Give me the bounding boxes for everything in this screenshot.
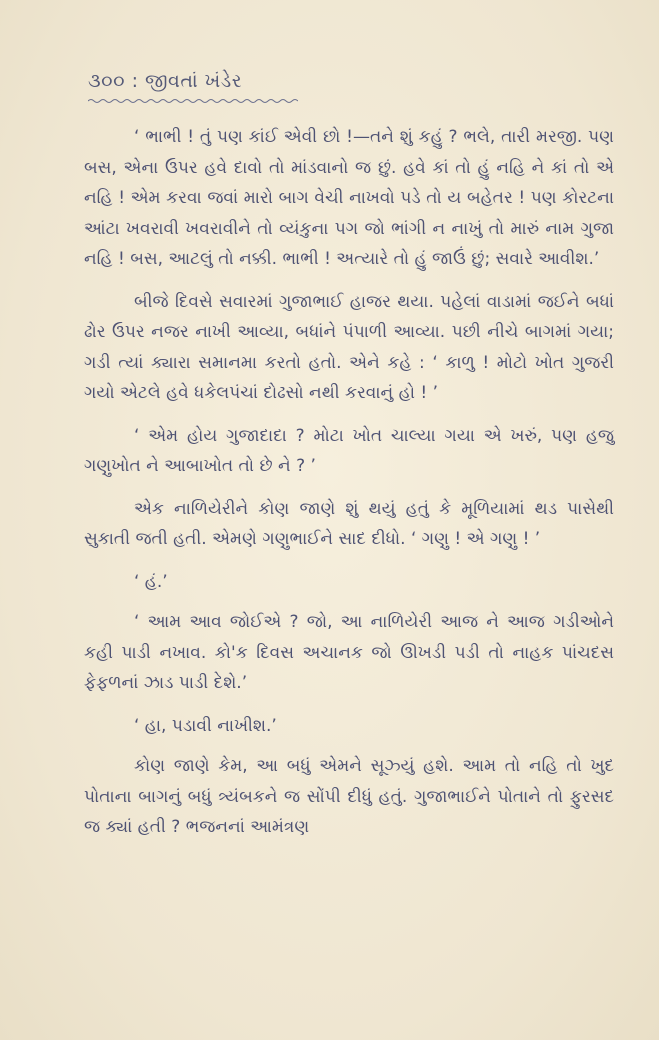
paragraph: ‘ હં.’ xyxy=(134,571,168,592)
paragraph: એક નાળિયેરીને કોણ જાણે શું થયું હતું કે મૂળિયામાં થડ પાસેથી સુકાતી જતી હતી. એમણે ગણુભાઈને સાદ દીધો. ‘ ગણુ ! એ ગણુ ! ’ xyxy=(84,498,614,549)
paragraph: ‘ આમ આવ જોઈએ ? જો, આ નાળિયેરી આજ ને આજ ગડીઓને કહી પાડી નખાવ. કો'ક દિવસ અચાનક જો ઊખડી પડી તો નાહક પાંચદસ ફેફળનાં ઝાડ પાડી દેશે.’ xyxy=(84,612,614,693)
page-body xyxy=(84,122,614,855)
paragraph: ‘ હા, પડાવી નાખીશ.’ xyxy=(134,715,277,736)
paragraph: બીજે દિવસે સવારમાં ગુજાભાઈ હાજર થયા. પહેલાં વાડામાં જઈને બધાં ઢોર ઉપર નજર નાખી આવ્યા, બધાંને પંપાળી આવ્યા. પછી નીચે બાગમાં ગયા; ગડી ત્યાં ક્યારા સમાનમા કરતો હતો. એને કહે : ‘ કાળુ ! મોટો ખોત ગુજરી ગયો એટલે હવે ધકેલપંચાં દોઢસો નથી કરવાનું હો ! ’ xyxy=(84,291,614,403)
header-wavy-rule xyxy=(88,98,298,104)
paragraph: કોણ જાણે કેમ, આ બધું એમને સૂઝ્યું હશે. આમ તો નહિ તો ખુદ પોતાના બાગનું બધું ત્ર્યંબકને જ સોંપી દીધું હતું. ગુજાભાઈને પોતાને તો ફુરસદ જ ક્યાં હતી ? ભજનનાં આમંત્રણ xyxy=(84,756,614,837)
paragraph: ‘ એમ હોય ગુજાદાદા ? મોટા ખોત ચાલ્યા ગયા એ ખરું, પણ હજુ ગણુખોત ને આબાખોત તો છે ને ? ’ xyxy=(84,425,614,476)
page-header: ૩૦૦ : જીવતાં ખંડેર xyxy=(88,70,243,92)
paragraph: ‘ ભાભી ! તું પણ કાંઈ એવી છો !—તને શું કહું ? ભલે, તારી મરજી. પણ બસ, એના ઉપર હવે દાવો તો માંડવાનો જ છું. હવે કાં તો હું નહિ ને કાં તો એ નહિ ! એમ કરવા જવાં મારો બાગ વેચી નાખવો પડે તો ય બહેતર ! પણ કોરટના આંટા ખવરાવી ખવરાવીને તો વ્યંકુના પગ જો ભાંગી ન નાખું તો મારું નામ ગુજા નહિ ! બસ, આટલું તો નક્કી. ભાભી ! અત્યારે તો હું જાઉં છું; સવારે આવીશ.’ xyxy=(84,127,614,269)
